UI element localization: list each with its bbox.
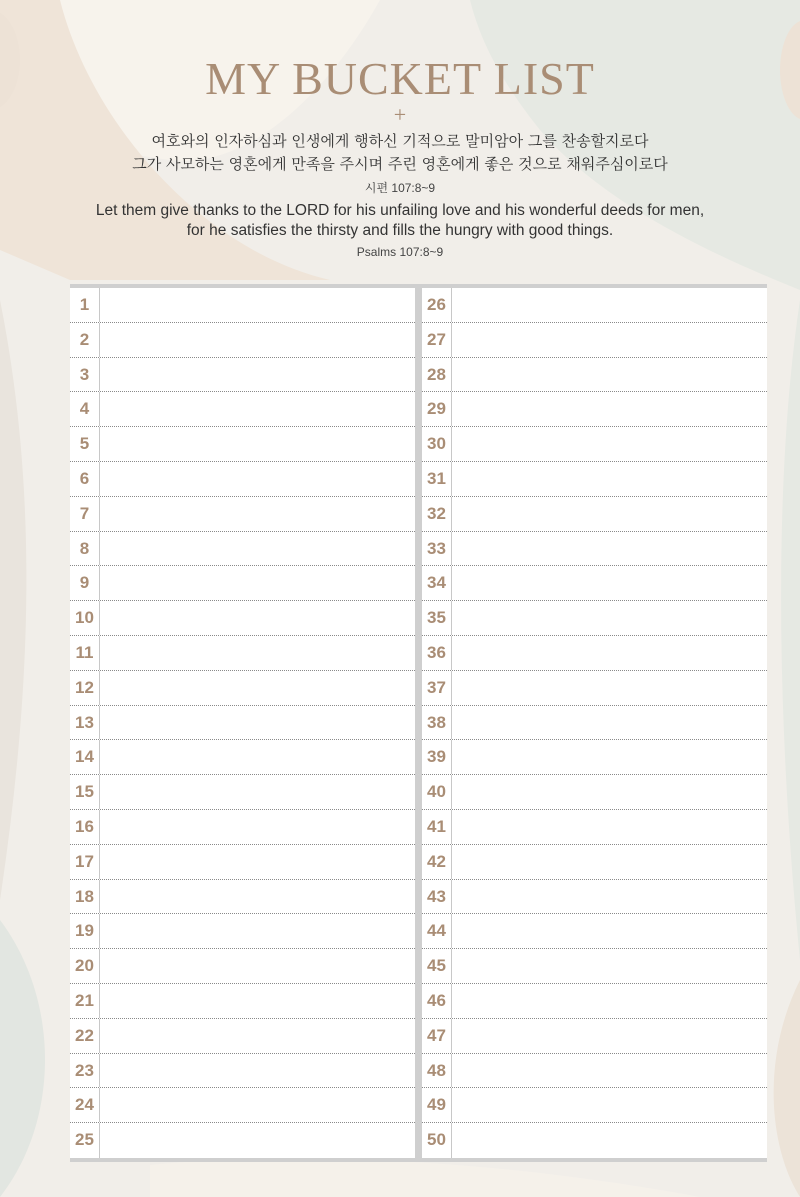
list-item (70, 880, 415, 915)
item-number: 27 (422, 323, 452, 357)
item-number: 45 (422, 949, 452, 983)
list-item (422, 532, 767, 567)
item-number: 3 (70, 358, 100, 392)
list-item (70, 671, 415, 706)
list-item (70, 1123, 415, 1158)
item-write-line[interactable] (101, 949, 415, 983)
item-number: 25 (70, 1123, 100, 1158)
verse-korean-reference: 시편 107:8~9 (364, 181, 436, 195)
list-item (422, 288, 767, 323)
item-number: 48 (422, 1054, 452, 1088)
item-number: 29 (422, 392, 452, 426)
list-item (422, 880, 767, 915)
item-number: 39 (422, 740, 452, 774)
item-number: 32 (422, 497, 452, 531)
list-item (70, 636, 415, 671)
list-item (70, 740, 415, 775)
item-number: 42 (422, 845, 452, 879)
item-write-line[interactable] (453, 427, 767, 461)
item-number: 35 (422, 601, 452, 635)
list-item (422, 427, 767, 462)
item-number: 7 (70, 497, 100, 531)
item-write-line[interactable] (101, 601, 415, 635)
item-write-line[interactable] (453, 1054, 767, 1088)
list-column-left (70, 288, 415, 1158)
item-number: 36 (422, 636, 452, 670)
item-write-line[interactable] (101, 775, 415, 809)
list-item (70, 949, 415, 984)
item-number: 37 (422, 671, 452, 705)
item-number: 10 (70, 601, 100, 635)
item-write-line[interactable] (453, 636, 767, 670)
item-number: 20 (70, 949, 100, 983)
list-item (422, 566, 767, 601)
item-write-line[interactable] (453, 497, 767, 531)
item-number: 46 (422, 984, 452, 1018)
item-write-line[interactable] (101, 845, 415, 879)
list-column-right (422, 288, 767, 1158)
item-write-line[interactable] (453, 984, 767, 1018)
item-number: 9 (70, 566, 100, 600)
item-number: 19 (70, 914, 100, 948)
item-number: 24 (70, 1088, 100, 1122)
item-number: 47 (422, 1019, 452, 1053)
list-item (70, 775, 415, 810)
list-item (422, 949, 767, 984)
list-item (70, 810, 415, 845)
list-item (422, 706, 767, 741)
list-item (422, 358, 767, 393)
item-write-line[interactable] (101, 427, 415, 461)
list-item (70, 1088, 415, 1123)
item-write-line[interactable] (453, 601, 767, 635)
page-title: MY BUCKET LIST (205, 53, 595, 104)
list-item (422, 462, 767, 497)
item-write-line[interactable] (453, 1019, 767, 1053)
plus-ornament: + (393, 102, 407, 127)
list-item (70, 914, 415, 949)
item-write-line[interactable] (453, 323, 767, 357)
verse-english-reference: Psalms 107:8~9 (356, 245, 444, 259)
item-write-line[interactable] (101, 532, 415, 566)
item-write-line[interactable] (101, 1019, 415, 1053)
item-write-line[interactable] (101, 914, 415, 948)
item-number: 17 (70, 845, 100, 879)
list-item (70, 601, 415, 636)
list-item (70, 462, 415, 497)
item-write-line[interactable] (453, 358, 767, 392)
item-write-line[interactable] (453, 880, 767, 914)
item-number: 11 (70, 636, 100, 670)
item-number: 44 (422, 914, 452, 948)
item-write-line[interactable] (453, 775, 767, 809)
list-item (70, 1054, 415, 1089)
item-number: 14 (70, 740, 100, 774)
item-write-line[interactable] (101, 566, 415, 600)
list-item (70, 706, 415, 741)
item-write-line[interactable] (101, 706, 415, 740)
item-write-line[interactable] (453, 810, 767, 844)
list-item (422, 392, 767, 427)
list-item (70, 358, 415, 393)
list-item (422, 845, 767, 880)
item-number: 5 (70, 427, 100, 461)
item-write-line[interactable] (101, 497, 415, 531)
item-number: 49 (422, 1088, 452, 1122)
list-item (70, 566, 415, 601)
item-number: 33 (422, 532, 452, 566)
item-number: 15 (70, 775, 100, 809)
list-item (422, 1123, 767, 1158)
list-item (70, 845, 415, 880)
item-number: 21 (70, 984, 100, 1018)
verse-korean-line-2: 그가 사모하는 영혼에게 만족을 주시며 주린 영혼에게 좋은 것으로 채워주심이로다 (132, 155, 668, 173)
item-write-line[interactable] (101, 671, 415, 705)
list-item (70, 288, 415, 323)
item-write-line[interactable] (453, 1088, 767, 1122)
verse-english-line-2: for he satisfies the thirsty and fills the hungry with good things. (186, 222, 614, 239)
list-item (70, 497, 415, 532)
list-item (422, 914, 767, 949)
list-item (70, 984, 415, 1019)
item-write-line[interactable] (453, 740, 767, 774)
item-write-line[interactable] (101, 810, 415, 844)
item-write-line[interactable] (101, 358, 415, 392)
list-item (70, 532, 415, 567)
item-number: 34 (422, 566, 452, 600)
list-item (422, 601, 767, 636)
item-write-line[interactable] (453, 671, 767, 705)
item-write-line[interactable] (101, 288, 415, 322)
list-item (422, 671, 767, 706)
item-write-line[interactable] (101, 1123, 415, 1158)
item-write-line[interactable] (101, 740, 415, 774)
item-write-line[interactable] (101, 323, 415, 357)
verse-korean-line-1: 여호와의 인자하심과 인생에게 행하신 기적으로 말미암아 그를 찬송할지로다 (151, 132, 649, 150)
item-write-line[interactable] (453, 1123, 767, 1158)
list-item (70, 323, 415, 358)
item-write-line[interactable] (453, 392, 767, 426)
item-number: 12 (70, 671, 100, 705)
item-write-line[interactable] (453, 462, 767, 496)
list-item (422, 1054, 767, 1089)
item-write-line[interactable] (101, 984, 415, 1018)
item-write-line[interactable] (101, 880, 415, 914)
item-number: 40 (422, 775, 452, 809)
item-number: 8 (70, 532, 100, 566)
item-number: 26 (422, 288, 452, 322)
item-write-line[interactable] (453, 288, 767, 322)
item-number: 18 (70, 880, 100, 914)
list-item (422, 740, 767, 775)
item-write-line[interactable] (453, 914, 767, 948)
item-number: 16 (70, 810, 100, 844)
item-number: 6 (70, 462, 100, 496)
item-number: 4 (70, 392, 100, 426)
list-item (422, 775, 767, 810)
item-number: 28 (422, 358, 452, 392)
list-item (422, 1088, 767, 1123)
list-item (70, 427, 415, 462)
item-number: 13 (70, 706, 100, 740)
item-number: 50 (422, 1123, 452, 1158)
item-write-line[interactable] (453, 532, 767, 566)
item-write-line[interactable] (453, 706, 767, 740)
item-number: 31 (422, 462, 452, 496)
item-write-line[interactable] (101, 636, 415, 670)
item-number: 1 (70, 288, 100, 322)
item-write-line[interactable] (101, 462, 415, 496)
item-write-line[interactable] (453, 566, 767, 600)
item-write-line[interactable] (453, 949, 767, 983)
list-item (422, 323, 767, 358)
verse-english-line-1: Let them give thanks to the LORD for his unfailing love and his wonderful deeds for men, (95, 202, 705, 219)
item-number: 22 (70, 1019, 100, 1053)
item-number: 30 (422, 427, 452, 461)
item-write-line[interactable] (101, 1088, 415, 1122)
list-item (422, 810, 767, 845)
item-number: 23 (70, 1054, 100, 1088)
item-number: 2 (70, 323, 100, 357)
item-write-line[interactable] (101, 392, 415, 426)
list-item (70, 1019, 415, 1054)
bucket-list-sheet (70, 284, 767, 1162)
item-write-line[interactable] (453, 845, 767, 879)
item-number: 43 (422, 880, 452, 914)
list-item (422, 636, 767, 671)
list-item (70, 392, 415, 427)
item-number: 41 (422, 810, 452, 844)
list-item (422, 984, 767, 1019)
list-item (422, 1019, 767, 1054)
list-item (422, 497, 767, 532)
item-write-line[interactable] (101, 1054, 415, 1088)
item-number: 38 (422, 706, 452, 740)
